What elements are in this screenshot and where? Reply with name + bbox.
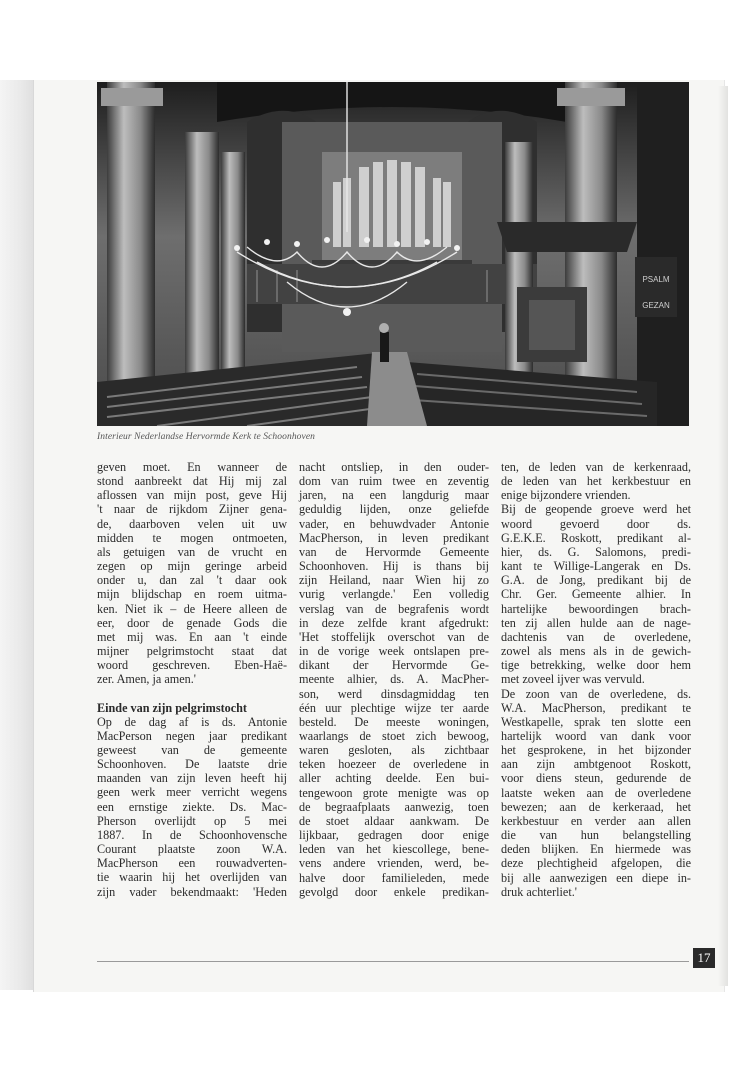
- text-line: waren gesloten, als zichtbaar: [299, 743, 489, 758]
- text-line: dachtenis van de overledene,: [501, 629, 691, 644]
- text-line: de leden van het kerkbestuur en: [501, 474, 691, 489]
- text-line: ken. Niet ik – de Heere alleen de: [97, 601, 287, 616]
- text-line: met mij was. En aan 't einde: [97, 629, 287, 644]
- text-line: in de vorige week ontslapen pre-: [299, 644, 489, 659]
- text-line: Op de dag af is ds. Antonie: [97, 714, 287, 729]
- text-line: zijn Heiland, naar Wien hij zo: [299, 573, 489, 588]
- text-line: ten, de leden van de kerkenraad,: [501, 460, 691, 474]
- text-line: vader, en behuwdvader Antonie: [299, 516, 489, 531]
- text-line: in deze zelfde krant afgedrukt:: [299, 615, 489, 630]
- section-heading: Einde van zijn pelgrimstocht: [97, 700, 247, 715]
- text-line: vens andere vrienden, werd, be-: [299, 856, 489, 871]
- text-line: voor diens steun, gedurende de: [501, 771, 691, 786]
- text-line: tige betrekking, welke door hem: [501, 658, 691, 673]
- text-line: gevolgd door enkele predikan-: [299, 884, 489, 899]
- text-line: verslag van de begrafenis wordt: [299, 601, 489, 616]
- text-line: eer, door de genade Gods die: [97, 615, 287, 630]
- text-line: MacPherson een rouwadverten-: [97, 856, 287, 871]
- text-line: 1887. In de Schoonhovensche: [97, 827, 287, 842]
- text-line: hier, ds. G. Salomons, predi-: [501, 544, 691, 559]
- text-line: lijkbaar, gedragen door enige: [299, 828, 489, 843]
- text-line: 'Het stoffelijk overschot van de: [299, 629, 489, 644]
- church-interior-photo-icon: [97, 82, 689, 426]
- text-line: zer. Amen, ja amen.': [97, 672, 196, 687]
- text-line: zowel als mens als in de gewich-: [501, 644, 691, 659]
- text-line: die van hun belangstelling: [501, 828, 691, 843]
- text-line: 't naar de rijkdom Zijner gena-: [97, 502, 287, 517]
- text-line: G.E.K.E. Roskott, predikant al-: [501, 530, 691, 545]
- text-line: Schoonhoven. Hij is thans bij: [299, 559, 489, 574]
- text-line: meente alhier, ds. A. MacPher-: [299, 672, 489, 687]
- text-line: midden te mogen ontmoeten,: [97, 530, 287, 545]
- text-line: mijner pelgrimstocht staat dat: [97, 644, 287, 659]
- text-line: laatste weken aan de overledene: [501, 785, 691, 800]
- text-line: dom van ruim twee en zeventig: [299, 474, 489, 489]
- text-line: MacPerson negen jaar predikant: [97, 728, 287, 743]
- text-line: G.A. de Jong, predikant bij de: [501, 573, 691, 588]
- text-line: deden blijken. En hiermede was: [501, 842, 691, 857]
- text-line: één uur plechtige wijze ter aarde: [299, 700, 489, 715]
- text-line: druk achterliet.': [501, 884, 577, 899]
- text-line: Schoonhoven. De laatste drie: [97, 757, 287, 772]
- text-line: een ernstige ziekte. Ds. Mac-: [97, 799, 287, 814]
- text-line: onder u, dan zal 't daar ook: [97, 573, 287, 588]
- text-line: Bij de geopende groeve werd het: [501, 502, 691, 517]
- text-line: zegen op mijn geringe arbeid: [97, 559, 287, 574]
- text-line: bewezen; aan de kerkeraad, het: [501, 799, 691, 814]
- text-line: maanden van zijn leven heeft hij: [97, 771, 287, 786]
- footer-rule: [97, 961, 689, 962]
- text-line: enige bijzondere vrienden.: [501, 488, 631, 503]
- text-line: als getuigen van de vrucht en: [97, 544, 287, 559]
- text-line: MacPherson, in leven predikant: [299, 530, 489, 545]
- text-line: hartelijke bewoordingen brach-: [501, 601, 691, 616]
- text-line: geen werk meer verricht wegens: [97, 785, 287, 800]
- text-line: leden van het kiescollege, bene-: [299, 842, 489, 857]
- text-line: nacht ontsliep, in den ouder-: [299, 460, 489, 474]
- church-interior-photo: [97, 82, 689, 426]
- text-line: Pherson overlijdt op 5 mei: [97, 813, 287, 828]
- text-line: Courant plaatste zoon W.A.: [97, 842, 287, 857]
- text-line: met zoveel ijver was vervuld.: [501, 672, 645, 687]
- page-number: 17: [693, 948, 715, 968]
- text-line: tengewoon grote menigte was op: [299, 785, 489, 800]
- text-line: van de Hervormde Gemeente: [299, 544, 489, 559]
- text-line: tie waarin hij het overlijden van: [97, 870, 287, 885]
- text-line: aan zijn ambtgenoot Roskott,: [501, 757, 691, 772]
- text-line: woord gevoerd door ds.: [501, 516, 691, 531]
- text-column-3: [501, 460, 691, 899]
- text-line: kant te Willige-Langerak en Ds.: [501, 559, 691, 574]
- page-edge: [718, 86, 728, 986]
- text-line: bij alle aanwezigen een diepe in-: [501, 870, 691, 885]
- text-line: zijn vader bekendmaakt: 'Heden: [97, 884, 287, 899]
- psalm-board-line-1: PSALM: [642, 275, 670, 284]
- text-line: vurig verlangde.' Een volledig: [299, 587, 489, 602]
- text-line: halve door familieleden, mede: [299, 870, 489, 885]
- book-spine-shadow: [0, 80, 36, 990]
- text-line: deze plechtigheid afgelopen, die: [501, 856, 691, 871]
- text-line: het gesprokene, in het bijzonder: [501, 743, 691, 758]
- text-line: Chr. Ger. Gemeente alhier. In: [501, 587, 691, 602]
- text-line: Westkapelle, sprak ten slotte een: [501, 714, 691, 729]
- text-line: de stoet aldaar aankwam. De: [299, 813, 489, 828]
- text-line: besteld. De meeste woningen,: [299, 714, 489, 729]
- text-line: de, daarboven velen uit uw: [97, 516, 287, 531]
- text-line: kerkbestuur en verder aan allen: [501, 813, 691, 828]
- text-column-2: [299, 460, 489, 899]
- text-line: geven moet. En wanneer de: [97, 460, 287, 474]
- photo-caption: Interieur Nederlandse Hervormde Kerk te Schoonhoven: [97, 432, 316, 442]
- text-line: geweest van de gemeente: [97, 742, 287, 757]
- text-line: W.A. MacPherson, predikant te: [501, 700, 691, 715]
- text-line: aller achting deelde. Een bui-: [299, 771, 489, 786]
- text-line: stond aanbreekt dat Hij mij zal: [97, 474, 287, 489]
- text-line: hartelijk woord van dank voor: [501, 728, 691, 743]
- text-line: dikant der Hervormde Ge-: [299, 658, 489, 673]
- text-line: waarlangs de stoet zich bewoog,: [299, 728, 489, 743]
- text-line: de begraafplaats aanwezig, toen: [299, 799, 489, 814]
- text-line: aflossen van mijn post, geve Hij: [97, 488, 287, 503]
- text-line: geduldig lijden, onze geliefde: [299, 502, 489, 517]
- text-line: woord geschreven. Eben-Haë-: [97, 658, 287, 673]
- text-line: son, werd dinsdagmiddag ten: [299, 686, 489, 701]
- text-column-1: [97, 460, 287, 899]
- text-line: De zoon van de overledene, ds.: [501, 686, 691, 701]
- psalm-board-line-2: GEZAN: [642, 301, 670, 310]
- text-line: teken hoezeer de overledene in: [299, 757, 489, 772]
- text-line: ten zij allen hulde aan de nage-: [501, 615, 691, 630]
- text-line: mijn blijdschap en roem uitma-: [97, 587, 287, 602]
- text-line: jaren, na een langdurig maar: [299, 488, 489, 503]
